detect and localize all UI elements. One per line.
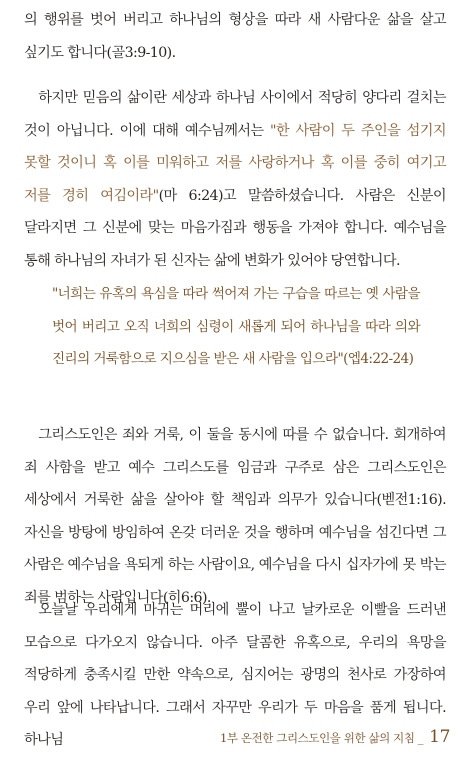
block-quote [52,278,420,376]
block-quote-reference: (엡4:22-24) [343,351,414,367]
paragraph-3-text: 그리스도인은 죄와 거룩, 이 둘을 동시에 따를 수 없습니다. 회개하여 죄 사함을 받고 예수 그리스도를 임금과 구주로 삼은 그리스도인은 세상에서 거룩한 삶을 살아야 할 책임과 의무가 있습니다(벧전1:16). 자신을 방탕에 방임하여 온갖 더러운 것을 행하며 예수님을 섬긴다면 그 사람은 예수님을 욕되게 하는 사람이요, 예수님을 다시 십자가에 못 박는 죄를 범하는 사람입니다(히6:6). [24,427,446,606]
paragraph-1 [24,4,446,69]
paragraph-2-text-before: 하지만 믿음의 삶이란 세상과 하나님 사이에서 적당히 양다리 걸치는 것이 아닙니다. 이에 대해 예수님께서는 [24,90,446,139]
paragraph-2-scripture-quote: "한 사람이 두 주인을 섬기지 못할 것이니 혹 이를 미워하고 저를 사랑하거나 혹 이를 중히 여기고 저를 경히 여김이라" [24,122,446,204]
paragraph-2-text-after: (마 6:24)고 말씀하셨습니다. 사람은 신분이 달라지면 그 신분에 맞는 마음가짐과 행동을 가져야 합니다. 예수님을 통해 하나님의 자녀가 된 신자는 삶에 변화가 있어야 당연합니다. [24,187,446,269]
paragraph-2 [24,82,446,277]
page-number: 17 [429,727,450,747]
paragraph-1-text: 의 행위를 벗어 버리고 하나님의 형상을 따라 새 사람다운 삶을 살고 싶기도 합니다(골3:9-10). [24,12,446,61]
block-quote-text: "너희는 유혹의 욕심을 따라 썩어져 가는 구습을 따르는 옛 사람을 벗어 버리고 오직 너희의 심령이 새롭게 되어 하나님을 따라 의와 진리의 거룩함으로 지으심을 받은 새 사람을 입으라" [52,286,420,367]
paragraph-4-text: 오늘날 우리에게 마귀는 머리에 뿔이 나고 날카로운 이빨을 드러낸 모습으로 다가오지 않습니다. 아주 달콤한 유혹으로, 우리의 욕망을 적당하게 충족시킬 만한 약속으로, 심지어는 광명의 천사로 가장하여 우리 앞에 나타납니다. 그래서 자꾸만 우리가 두 마음을 품게 됩니다. 하나님 [24,602,446,748]
footer-section-title: 1부 온전한 그리스도인을 위한 삶의 지침 _ [220,731,424,745]
page-footer [200,727,450,747]
paragraph-3 [24,419,446,614]
